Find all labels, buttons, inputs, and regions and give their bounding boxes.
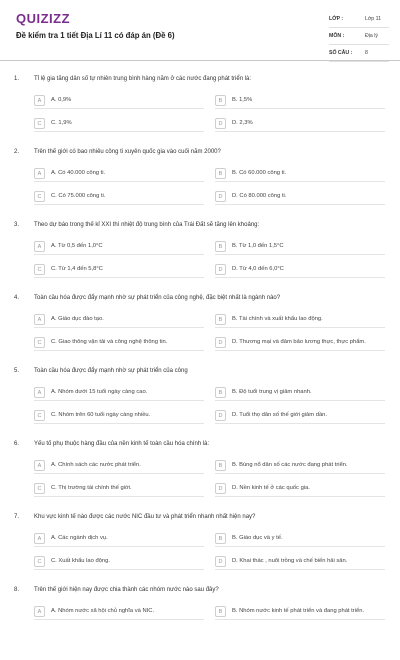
meta-label: LỚP :	[329, 16, 344, 22]
question-list	[0, 76, 400, 660]
answer-option[interactable]	[34, 410, 204, 424]
option-letter-box: A	[34, 241, 45, 252]
meta-row-subject	[329, 28, 389, 45]
answer-option[interactable]	[34, 241, 204, 255]
option-letter-box: D	[215, 191, 226, 202]
question-number: 2.	[14, 149, 20, 155]
option-text: C. Giao thông vận tải và công nghệ thông tin.	[51, 339, 168, 345]
option-text: C. Từ 1,4 đến 5,8°C	[51, 266, 103, 272]
question-item	[0, 295, 400, 368]
option-letter-box: C	[34, 337, 45, 348]
question-number: 7.	[14, 514, 20, 520]
question-item	[0, 222, 400, 295]
answer-option[interactable]	[215, 191, 385, 205]
option-letter-box: A	[34, 533, 45, 544]
answer-option[interactable]	[34, 337, 204, 351]
option-letter-box: A	[34, 168, 45, 179]
question-number: 5.	[14, 368, 20, 374]
answer-option[interactable]	[34, 606, 204, 620]
meta-value: Lớp 11	[365, 16, 381, 22]
meta-value: Địa lý	[365, 33, 378, 39]
option-letter-box: A	[34, 387, 45, 398]
option-letter-box: C	[34, 483, 45, 494]
option-text: B. Từ 1,0 đến 1,5°C	[232, 243, 284, 249]
question-text: Theo dự báo trong thế kỉ XXI thì nhiệt độ trung bình của Trái Đất sẽ tăng lên khoảng:	[34, 222, 260, 228]
answer-option[interactable]	[215, 387, 385, 401]
option-text: B. Độ tuổi trung vị giảm nhanh.	[232, 389, 312, 395]
option-text: A. Chính sách các nước phát triển.	[51, 462, 141, 468]
option-letter-box: A	[34, 460, 45, 471]
answer-option[interactable]	[34, 483, 204, 497]
worksheet-header	[0, 0, 400, 61]
option-letter-box: B	[215, 387, 226, 398]
option-letter-box: D	[215, 118, 226, 129]
question-item	[0, 368, 400, 441]
question-number: 4.	[14, 295, 20, 301]
meta-label: SỐ CÂU :	[329, 50, 353, 56]
option-text: C. Xuất khẩu lao động.	[51, 558, 110, 564]
answer-option[interactable]	[215, 533, 385, 547]
question-text: Toàn cầu hóa được đẩy mạnh nhờ sự phát triển của công nghệ, đặc biệt nhất là ngành nào?	[34, 295, 281, 301]
answer-option[interactable]	[34, 264, 204, 278]
option-text: D. Khai thác , nuôi trồng và chế biến hải sản.	[232, 558, 348, 564]
question-number: 3.	[14, 222, 20, 228]
option-letter-box: B	[215, 606, 226, 617]
option-text: C. 1,9%	[51, 120, 72, 126]
answer-option[interactable]	[215, 556, 385, 570]
worksheet-title: Đề kiểm tra 1 tiết Địa Lí 11 có đáp án (Đề 6)	[16, 31, 175, 40]
option-letter-box: D	[215, 556, 226, 567]
answer-option[interactable]	[215, 118, 385, 132]
option-text: B. Giáo dục và y tế.	[232, 535, 283, 541]
answer-option[interactable]	[215, 168, 385, 182]
option-text: A. Có 40.000 công ti.	[51, 170, 106, 176]
answer-option[interactable]	[215, 264, 385, 278]
option-letter-box: C	[34, 191, 45, 202]
answer-option[interactable]	[215, 606, 385, 620]
question-item	[0, 587, 400, 660]
meta-row-class	[329, 11, 389, 28]
question-text: Khu vực kinh tế nào được các nước NIC đầu tư và phát triển nhanh nhất hiện nay?	[34, 514, 256, 520]
option-text: A. Nhóm nước xã hội chủ nghĩa và NIC.	[51, 608, 155, 614]
option-text: A. Các ngành dịch vụ.	[51, 535, 108, 541]
option-text: A. Nhóm dưới 15 tuổi ngày càng cao.	[51, 389, 148, 395]
option-letter-box: B	[215, 168, 226, 179]
option-letter-box: B	[215, 314, 226, 325]
option-letter-box: B	[215, 533, 226, 544]
answer-option[interactable]	[34, 95, 204, 109]
option-letter-box: B	[215, 241, 226, 252]
option-text: B. 1,5%	[232, 97, 253, 103]
option-letter-box: B	[215, 460, 226, 471]
question-item	[0, 514, 400, 587]
option-letter-box: A	[34, 95, 45, 106]
meta-row-count	[329, 45, 389, 62]
answer-option[interactable]	[215, 460, 385, 474]
answer-option[interactable]	[34, 314, 204, 328]
question-number: 6.	[14, 441, 20, 447]
option-text: D. Từ 4,0 đến 6,0°C	[232, 266, 284, 272]
option-text: B. Tài chính và xuất khẩu lao động.	[232, 316, 323, 322]
answer-option[interactable]	[34, 118, 204, 132]
option-text: B. Bùng nổ dân số các nước đang phát triển.	[232, 462, 348, 468]
option-text: C. Nhóm trên 60 tuổi ngày càng nhiều.	[51, 412, 151, 418]
question-number: 1.	[14, 76, 20, 82]
meta-value: 8	[365, 50, 368, 56]
option-text: C. Có 75.000 công ti.	[51, 193, 106, 199]
option-letter-box: C	[34, 264, 45, 275]
question-text: Tỉ lệ gia tăng dân số tự nhiên trung bình hàng năm ở các nước đang phát triển là:	[34, 76, 252, 82]
option-letter-box: B	[215, 95, 226, 106]
option-text: D. 2,3%	[232, 120, 253, 126]
answer-option[interactable]	[215, 241, 385, 255]
option-letter-box: A	[34, 606, 45, 617]
option-text: D. Có 80.000 công ti.	[232, 193, 287, 199]
option-letter-box: C	[34, 118, 45, 129]
answer-option[interactable]	[34, 168, 204, 182]
answer-option[interactable]	[34, 460, 204, 474]
answer-option[interactable]	[215, 410, 385, 424]
option-letter-box: C	[34, 410, 45, 421]
option-text: B. Nhóm nước kinh tế phát triển và đang phát triển.	[232, 608, 365, 614]
answer-option[interactable]	[215, 314, 385, 328]
answer-option[interactable]	[34, 556, 204, 570]
option-text: C. Thị trường tài chính thế giới.	[51, 485, 132, 491]
quizizz-logo: QUIZIZZ	[16, 11, 71, 26]
answer-option[interactable]	[215, 483, 385, 497]
answer-option[interactable]	[34, 191, 204, 205]
answer-option[interactable]	[215, 95, 385, 109]
question-text: Trên thế giới hiện nay được chia thành các nhóm nước nào sau đây?	[34, 587, 219, 593]
question-text: Yếu tố phụ thuộc hàng đầu của nền kinh tế toàn cầu hóa chính là:	[34, 441, 210, 447]
option-text: A. 0,9%	[51, 97, 72, 103]
question-text: Toàn cầu hóa được đẩy mạnh nhờ sự phát triển của công	[34, 368, 188, 374]
option-letter-box: C	[34, 556, 45, 567]
option-letter-box: D	[215, 337, 226, 348]
option-text: A. Giáo dục đào tạo.	[51, 316, 104, 322]
question-item	[0, 76, 400, 149]
option-letter-box: A	[34, 314, 45, 325]
question-text: Trên thế giới có bao nhiêu công ti xuyên quốc gia vào cuối năm 2000?	[34, 149, 221, 155]
question-item	[0, 149, 400, 222]
option-text: A. Từ 0,5 đến 1,0°C	[51, 243, 103, 249]
option-text: D. Tuổi thọ dân số thế giới giảm dần.	[232, 412, 327, 418]
answer-option[interactable]	[215, 337, 385, 351]
meta-label: MÔN :	[329, 33, 345, 39]
option-letter-box: D	[215, 264, 226, 275]
option-text: D. Thương mại và đảm bảo lương thực, thực phẩm.	[232, 339, 366, 345]
question-item	[0, 441, 400, 514]
option-text: B. Có 60.000 công ti.	[232, 170, 287, 176]
option-letter-box: D	[215, 410, 226, 421]
question-number: 8.	[14, 587, 20, 593]
worksheet-meta	[329, 11, 389, 62]
option-text: D. Nền kinh tế ở các quốc gia.	[232, 485, 310, 491]
option-letter-box: D	[215, 483, 226, 494]
answer-option[interactable]	[34, 533, 204, 547]
answer-option[interactable]	[34, 387, 204, 401]
